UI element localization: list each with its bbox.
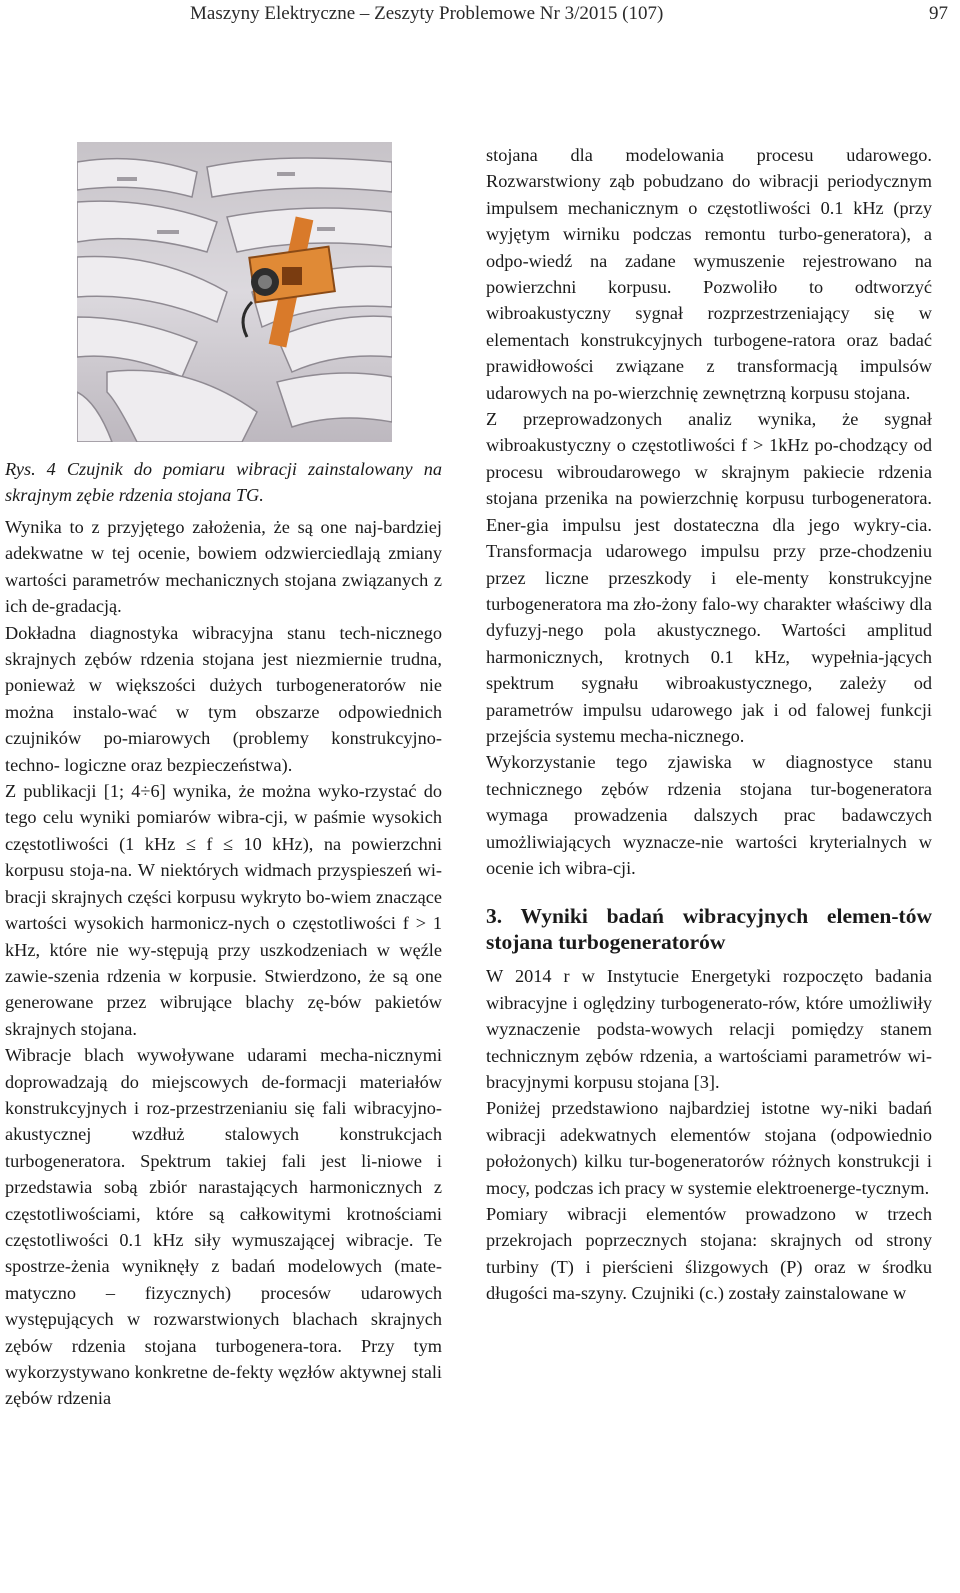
section-heading: 3. Wyniki badań wibracyjnych elemen-tów stojana turbogeneratorów: [486, 904, 932, 955]
paragraph: Wynika to z przyjętego założenia, że są one naj-bardziej adekwatne w tej ocenie, bowiem odzwierciedlają zmiany wartości parametrów mechanicznych stojana związanych z ich de-gradacją.: [5, 517, 442, 617]
paragraph: Z przeprowadzonych analiz wynika, że sygnał wibroakustyczny o częstotliwości f > 1kHz po-chodzący od procesu wibroudarowego w skrajnym pakiecie rdzenia stojana przenika na powierzchnię korpusu turbogeneratora. Ener-gia impulsu jest dostateczna dla jego wykry-cia. Transformacja udarowego impulsu przy prze-chodzeniu przez liczne przeszkody i ele-menty konstrukcyjne turbogeneratora ma zło-żony falo-wy charakter właściwy dla dyfuzyj-nego pola akustycznego. Wartości amplitud harmonicznych, krotnych 0.1 kHz, wypełnia-jących spektrum sygnału wibroakustycznego, zależy od parametrów impulsu udarowego jak i od falowej funkcji przejścia systemu mecha-nicznego.: [486, 409, 932, 746]
paragraph: Poniżej przedstawiono najbardziej istotne wy-niki badań wibracji adekwatnych elementów stojana (odpowiednio położonych) kilku tur-bogeneratorów różnych konstrukcji i mocy, podczas ich pracy w systemie elektroenerge-tycznym.: [486, 1098, 932, 1198]
sensor-photo: [77, 142, 392, 442]
page-number: 97: [929, 3, 948, 24]
paragraph: Wykorzystanie tego zjawiska w diagnostyce stanu technicznego zębów rdzenia stojana tur-bogeneratora wymaga prowadzenia dalszych prac badawczych umożliwiających wyznacze-nie wartości kryterialnych w ocenie ich wibra-cji.: [486, 752, 932, 878]
paragraph: W 2014 r w Instytucie Energetyki rozpoczęto badania wibracyjne i oględziny turbogenerato-rów, które umożliwiły wyznaczenie podsta-wowych relacji pomiędzy stanem technicznym zębów rdzenia, a wartościami parametrów wi-bracyjnymi korpusu stojana [3].: [486, 966, 932, 1092]
figure-caption: Rys. 4 Czujnik do pomiaru wibracji zainstalowany na skrajnym zębie rdzenia stojana TG.: [5, 459, 442, 506]
paragraph: Wibracje blach wywoływane udarami mecha-nicznymi doprowadzają do miejscowych de-formacji materiałów konstrukcyjnych i roz-przestrzenianiu się fali wibracyjno-akustycznej wzdłuż stalowych konstrukcjach turbogeneratora. Spektrum takiej fali jest li-niowe i przedstawia sobą zbiór narastających harmonicznych z częstotliwościami, które są całkowitymi krotnościami częstotliwości 0.1 kHz siły wymuszającej wibracje. Te spostrze-żenia wyniknęły z badań modelowych (mate-matyczno – fizycznych) procesów udarowych występujących w rozwarstwionych blachach skrajnych zębów rdzenia stojana turbogenera-tora. Przy tym wykorzystywano konkretne de-fekty węzłów aktywnej stali zębów rdzenia: [5, 1045, 442, 1409]
page-header: [0, 0, 960, 34]
figure-photo: [77, 142, 392, 442]
paragraph: stojana dla modelowania procesu udarowego. Rozwarstwiony ząb pobudzano do wibracji periodycznym impulsem mechanicznym o częstotliwości 0.1 kHz (przy wyjętym wirniku podczas remontu turbo-generatora), a odpo-wiedź na zadane wymuszenie rejestrowano na powierzchni korpusu. Pozwoliło to odtworzyć wibroakustyczny sygnał rozprzestrzeniający się w elementach konstrukcyjnych turbogene-ratora oraz badać prawidłowości związane z transformacją impulsów udarowych na po-wierzchnię zewnętrzną korpusu stojana.: [486, 145, 932, 403]
right-column: [486, 142, 932, 1307]
paragraph: Z publikacji [1; 4÷6] wynika, że można wyko-rzystać do tego celu wyniki pomiarów wibra-cji, w paśmie wysokich częstotliwości (1 kHz ≤ f ≤ 10 kHz), na powierzchni korpusu stoja-na. W niektórych widmach przyspieszeń wi-bracji skrajnych części korpusu wykryto bo-wiem znaczące wartości wysokich harmonicz-nych o częstotliwości f > 1 kHz, które nie wy-stępują przy uszkodzeniach w węźle zawie-szenia rdzenia w korpusie. Stwierdzono, że są one generowane przez wibrujące blachy zę-bów pakietów skrajnych stojana.: [5, 781, 442, 1039]
paragraph: Dokładna diagnostyka wibracyjna stanu tech-nicznego skrajnych zębów rdzenia stojana jest niezmiernie trudna, ponieważ w większości dużych turbogeneratorów nie można instalo-wać w tym obszarze odpowiednich czujników po-miarowych (problemy konstrukcyjno-techno- logiczne oraz bezpieczeństwa).: [5, 622, 442, 775]
journal-title: Maszyny Elektryczne – Zeszyty Problemowe Nr 3/2015 (107): [190, 3, 664, 24]
left-column: [5, 514, 442, 1412]
paragraph: Pomiary wibracji elementów prowadzono w trzech przekrojach poprzecznych stojana: skrajnych od strony turbiny (T) i pierścieni ślizgowych (P) oraz w środku długości ma-szyny. Czujniki (c.) zostały zainstalowane w: [486, 1204, 932, 1304]
